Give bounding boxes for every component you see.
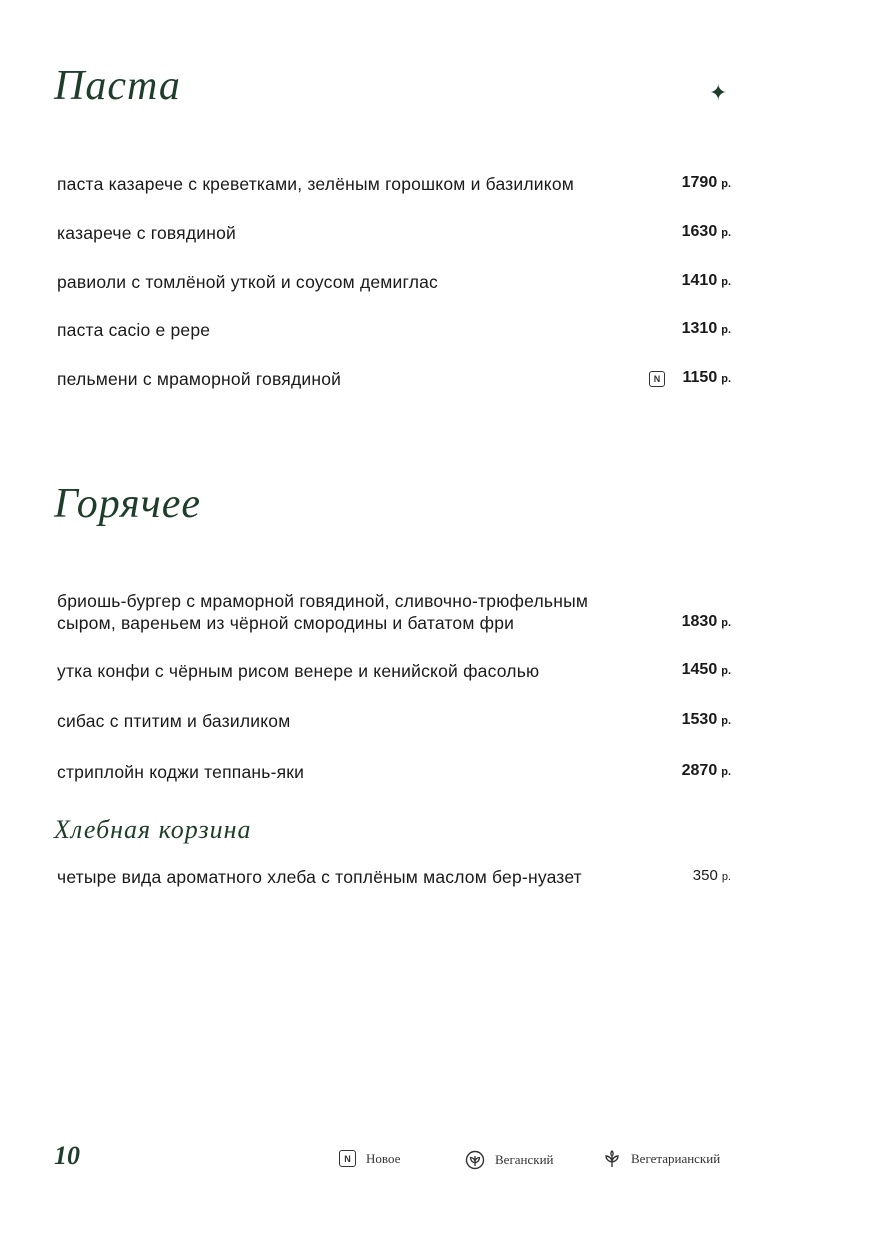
legend-vegan-label: Веганский	[495, 1152, 554, 1167]
legend-vegetarian	[603, 1150, 720, 1168]
item-price: 1410 р.	[681, 272, 731, 289]
item-name: пельмени с мраморной говядиной	[57, 369, 342, 389]
menu-item	[57, 660, 731, 682]
item-price: 1830 р.	[681, 613, 731, 630]
legend-vegetarian-label: Вегетарианский	[631, 1151, 721, 1166]
item-name: стриплойн коджи теппань-яки	[57, 762, 305, 782]
item-name: паста казарече с креветками, зелёным горошком и базиликом	[57, 174, 574, 194]
item-name: сибас с птитим и базиликом	[57, 711, 291, 731]
vegetarian-sprout-icon	[603, 1150, 621, 1168]
page-number: 10	[54, 1141, 80, 1170]
menu-item	[57, 173, 731, 195]
menu-item	[57, 761, 731, 783]
item-price: 1630 р.	[681, 223, 731, 240]
legend-vegan	[465, 1150, 554, 1170]
section-title-bread: Хлебная корзина	[54, 815, 252, 844]
item-name: паста cacio e pepe	[57, 320, 211, 340]
item-name: четыре вида ароматного хлеба с топлёным маслом бер-нуазет	[57, 867, 582, 887]
item-name: утка конфи с чёрным рисом венере и кенийской фасолью	[57, 661, 540, 681]
legend-new	[339, 1150, 400, 1167]
menu-item	[57, 222, 731, 244]
legend-new-label: Новое	[366, 1150, 401, 1166]
menu-item	[57, 866, 731, 888]
item-name: равиоли с томлёной уткой и соусом демиглас	[57, 272, 438, 292]
item-price: 1310 р.	[681, 320, 731, 337]
new-badge-icon: N	[339, 1150, 356, 1167]
menu-item	[57, 590, 731, 634]
item-name: казарече с говядиной	[57, 223, 237, 243]
menu-item	[57, 368, 731, 390]
sparkle-icon: ✦	[709, 80, 728, 105]
item-price: 1450 р.	[681, 661, 731, 678]
menu-item	[57, 271, 731, 293]
item-price: 1530 р.	[681, 711, 731, 728]
item-price: 350 р.	[692, 867, 731, 884]
item-price: 1150 р.	[682, 369, 731, 386]
menu-item	[57, 319, 731, 341]
item-name: бриошь-бургер с мраморной говядиной, сливочно-трюфельным сыром, вареньем из чёрной смородины и бататом фри	[57, 591, 589, 633]
item-price: 2870 р.	[681, 762, 731, 779]
vegan-leaf-icon	[465, 1150, 485, 1170]
section-title-hot: Горячее	[54, 481, 202, 527]
section-title-pasta: Паста	[54, 63, 181, 109]
menu-item	[57, 710, 731, 732]
new-badge-icon: N	[649, 371, 665, 387]
item-price: 1790 р.	[681, 174, 731, 191]
